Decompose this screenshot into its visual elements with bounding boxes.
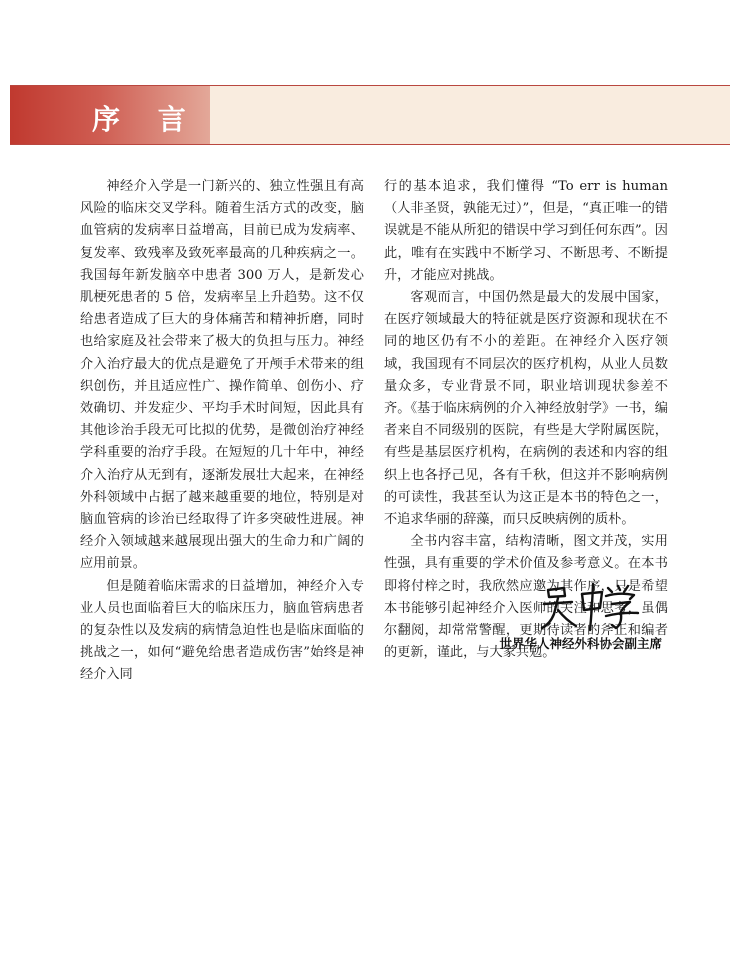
paragraph: 神经介入学是一门新兴的、独立性强且有高风险的临床交叉学科。随着生活方式的改变，脑血管病的发病率日益增高，目前已成为发病率、复发率、致残率及致死率最高的几种疾病之一。我国每年新发脑卒中患者 300 万人，是新发心肌梗死患者的 5 倍，发病率呈上升趋势。这不仅给患者造成了巨大的身体痛苦和精神折磨，同时也给家庭及社会带来了极大的负担与压力。神经介入治疗最大的优点是避免了开颅手术带来的组织创伤，并且适应性广、操作简单、创伤小、疗效确切、并发症少、平均手术时间短，因此具有其他诊治手段无可比拟的优势，是微创治疗神经学科重要的治疗手段。在短短的几十年中，神经介入治疗从无到有，逐渐发展壮大起来，在神经外科领域中占据了越来越重要的地位，特别是对脑血管病的诊治已经取得了许多突破性进展。神经介入领域越来越展现出强大的生命力和广阔的应用前景。 [80, 179, 364, 572]
paragraph-continuation: 行的基本追求，我们懂得 “To err is human（人非圣贤，孰能无过）”，但是，“真正唯一的错误就是不能从所犯的错误中学习到任何东西”。因此，唯有在实践中不断学习、不断思考、不断提升，才能应对挑战。 [384, 179, 668, 283]
paragraph: 全书内容丰富，结构清晰，图文并茂，实用性强，具有重要的学术价值及参考意义。在本书即将付梓之时，我欣然应邀为其作序，只是希望本书能够引起神经介入医师的关注和思考，虽偶尔翻阅，却常常警醒，更期待读者的斧正和编者的更新，谨此，与大家共勉。 [384, 534, 668, 661]
paragraph: 但是随着临床需求的日益增加，神经介入专业人员也面临着巨大的临床压力，脑血管病患者的复杂性以及发病的病情急迫性也是临床面临的挑战之一，如何“避免给患者造成伤害”始终是神经介入同 [80, 578, 364, 683]
paragraph: 客观而言，中国仍然是最大的发展中国家，在医疗领域最大的特征就是医疗资源和现状在不同的地区仍有不小的差距。在神经介入医疗领域，我国现有不同层次的医疗机构，从业人员数量众多，专业背景不同，职业培训现状参差不齐。《基于临床病例的介入神经放射学》一书，编者来自不同级别的医院，有些是大学附属医院，有些是基层医疗机构，在病例的表述和内容的组织上也各抒己见，各有千秋，但这并不影响病例的可读性，我甚至认为这正是本书的特色之一，不追求华丽的辞藻，而只反映病例的质朴。 [384, 290, 668, 528]
signer-title: 世界华人神经外科协会副主席 [499, 636, 662, 651]
page-title: 序 言 [92, 103, 200, 136]
header-banner [10, 85, 730, 145]
left-column [80, 176, 364, 687]
handwritten-signature [538, 580, 648, 632]
